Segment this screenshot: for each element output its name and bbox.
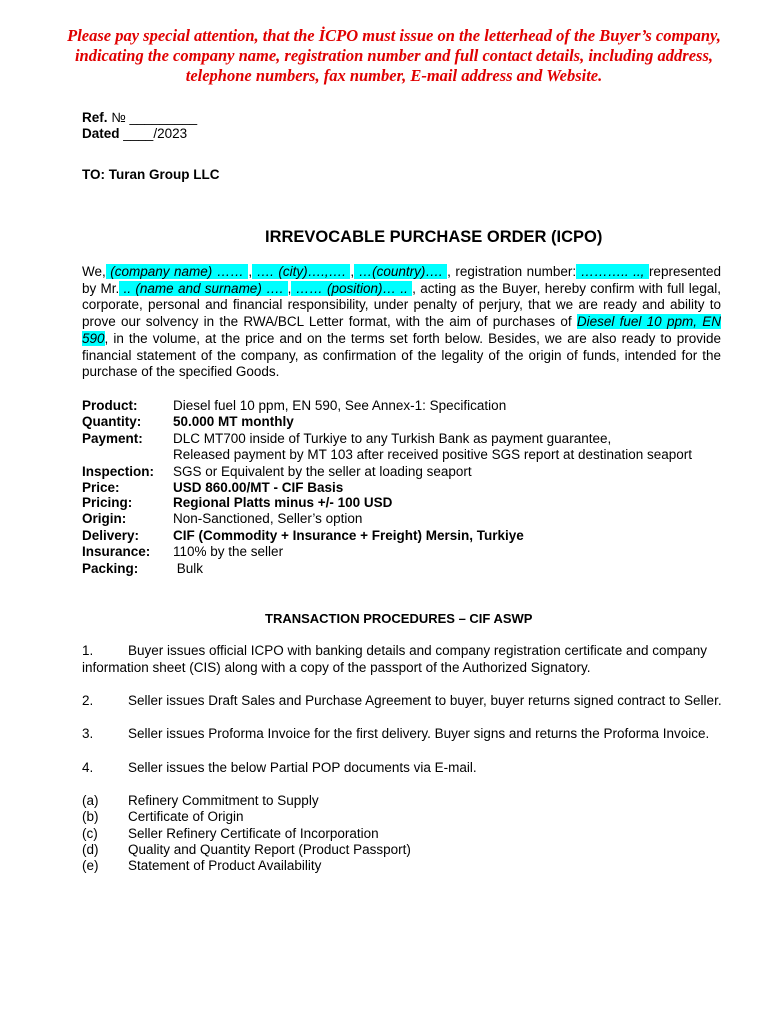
step-text: Seller issues Proforma Invoice for the first delivery. Buyer signs and returns the Proforma Invoice. [128,726,710,741]
intro-text: , [350,264,355,279]
document-title: IRREVOCABLE PURCHASE ORDER (ICPO) [265,228,603,246]
spec-value: CIF (Commodity + Insurance + Freight) Mersin, Turkiye [173,528,524,543]
step-number: 4. [82,760,94,775]
spec-value: Non-Sanctioned, Seller’s option [173,511,363,526]
pop-document-item [82,858,321,874]
spec-key: Price: [82,480,120,495]
intro-text: , [248,264,253,279]
attention-notice: Please pay special attention, that the İCPO must issue on the letterhead of the Buyer’s company, indicating the company name, registration number and full contact details, including address, telephone numbers, fax number, E-mail address and Website. [67,26,721,85]
spec-value: Bulk [173,561,204,576]
intro-text: , acting as the Buyer, hereby confirm with full legal, corporate, personal and financial responsibility, under penalty of perjury, that we are ready and ability to prove our solvency in the RWA/BCL Letter format, with the aim of purchases of [82,280,721,330]
item-label: (e) [82,858,99,873]
item-label: (d) [82,842,99,857]
spec-value: Regional Platts minus +/- 100 USD [173,495,393,510]
spec-product [82,398,506,414]
spec-value: Diesel fuel 10 ppm, EN 590, See Annex-1: Specification [173,398,507,413]
spec-key: Pricing: [82,495,133,510]
country-field: …(country)…. [354,264,448,279]
product-highlight: Diesel fuel 10 ppm, EN 590 [82,314,721,346]
spec-value: 110% by the seller [173,544,284,559]
spec-inspection [82,464,472,480]
spec-key: Packing: [82,561,139,576]
pop-document-item [82,826,379,842]
spec-pricing [82,495,392,511]
company-name-field: (company name) …… [105,264,249,279]
spec-value: DLC MT700 inside of Turkiye to any Turkish Bank as payment guarantee, [173,431,612,446]
registration-field: ……….. .., [576,264,649,279]
item-text: Seller Refinery Certificate of Incorporation [128,826,379,841]
procedure-step [82,643,722,676]
spec-key: Insurance: [82,544,151,559]
spec-value: 50.000 MT monthly [173,414,294,429]
spec-key: Payment: [82,431,143,446]
recipient: TO: Turan Group LLC [82,167,220,182]
spec-origin [82,511,362,527]
dated-label: Dated [82,126,120,141]
step-number: 3. [82,726,94,741]
spec-payment [82,431,611,447]
intro-text: , [287,280,292,296]
procedures-title: TRANSACTION PROCEDURES – CIF ASWP [265,611,533,626]
intro-text: , registration number: [447,264,577,279]
spec-price [82,480,343,496]
ref-value: № _________ [111,110,198,125]
pop-document-item [82,809,244,825]
spec-quantity [82,414,294,430]
ref-label: Ref. [82,110,108,125]
item-text: Statement of Product Availability [128,858,322,873]
item-label: (a) [82,793,99,808]
intro-paragraph [82,264,721,381]
spec-key: Product: [82,398,138,413]
dated-value: ____/2023 [123,126,188,141]
step-text: Seller issues the below Partial POP documents via E-mail. [128,760,477,775]
spec-value: USD 860.00/MT - CIF Basis [173,480,344,495]
procedure-step [82,693,722,710]
intro-text: , in the volume, at the price and on the terms set forth below. Besides, we are also ready to provide financial statement of the company, as confirmation of the legality of the origin of funds, intended for the purchase of the specified Goods. [82,330,721,380]
intro-text: We, [82,264,106,279]
position-field: …… (position)… .. [291,280,413,296]
spec-key: Delivery: [82,528,140,543]
step-number: 2. [82,693,94,708]
item-label: (c) [82,826,98,841]
dated-line [82,126,187,141]
spec-delivery [82,528,524,544]
spec-packing [82,561,203,577]
spec-insurance [82,544,283,560]
ref-line [82,110,197,125]
spec-value: SGS or Equivalent by the seller at loading seaport [173,464,472,479]
item-text: Refinery Commitment to Supply [128,793,319,808]
step-text: Seller issues Draft Sales and Purchase Agreement to buyer, buyer returns signed contract to Seller. [128,693,722,708]
procedure-step [82,726,722,743]
spec-key: Quantity: [82,414,142,429]
representative-name-field: .. (name and surname) …. [119,280,288,296]
step-text: Buyer issues official ICPO with banking details and company registration certificate and company information sheet (CIS) along with a copy of the passport of the Authorized Signatory. [82,643,708,675]
procedure-step [82,760,722,777]
spec-key: Origin: [82,511,127,526]
intro-text: represented by Mr. [82,264,721,296]
pop-document-item [82,842,411,858]
city-field: …. (city)….,…. [252,264,351,279]
pop-document-item [82,793,319,809]
item-text: Certificate of Origin [128,809,244,824]
step-number: 1. [82,643,94,658]
item-label: (b) [82,809,99,824]
item-text: Quality and Quantity Report (Product Passport) [128,842,411,857]
spec-key: Inspection: [82,464,155,479]
spec-value-continued: Released payment by MT 103 after received positive SGS report at destination seaport [173,447,693,462]
